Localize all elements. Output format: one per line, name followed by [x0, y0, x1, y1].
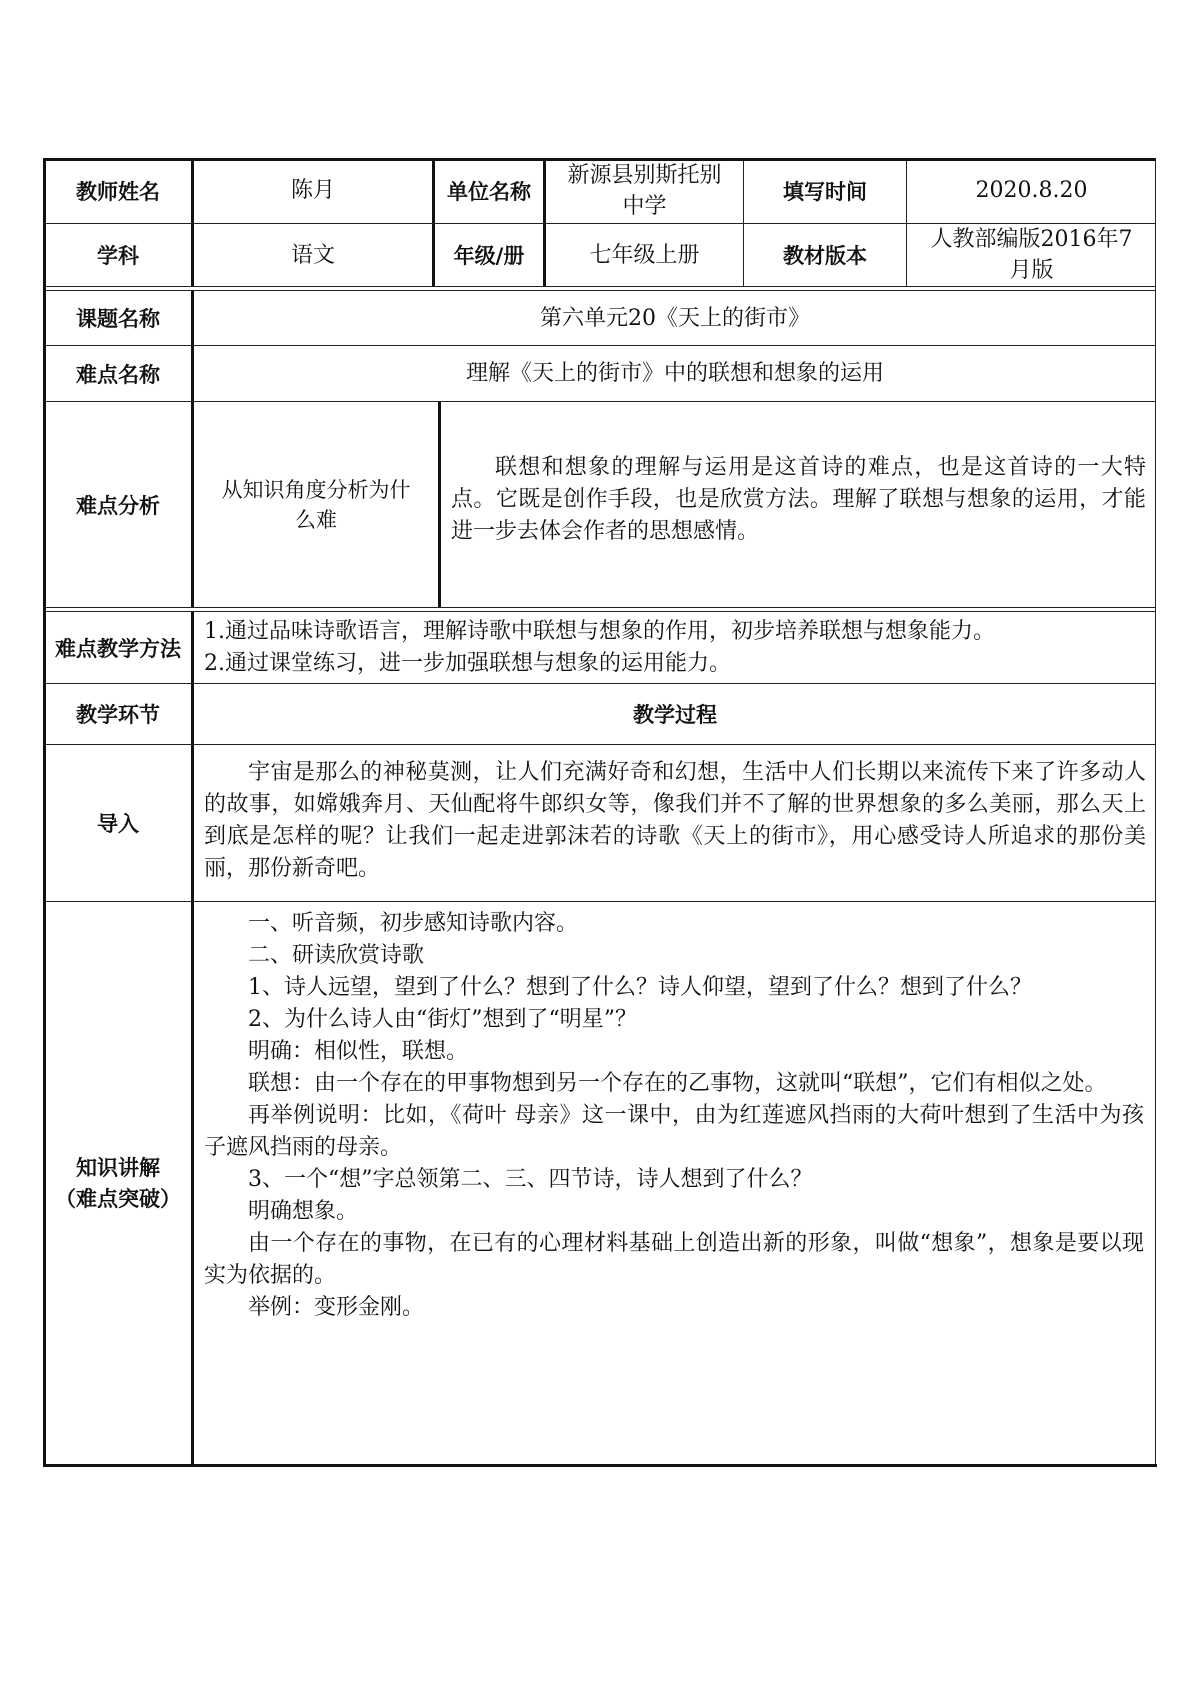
knowledge-line: 3、一个“想”字总领第二、三、四节诗，诗人想到了什么？ — [248, 1167, 813, 1192]
knowledge-line: 再举例说明：比如，《荷叶 母亲》这一课中，由为红莲遮风挡雨的大荷叶想到了生活中为孩子遮风挡雨的母亲。 — [204, 1103, 1144, 1160]
analysis-text: 联想和想象的理解与运用是这首诗的难点，也是这首诗的一大特点。它既是创作手段，也是欣赏方法。理解了联想与想象的运用，才能进一步去体会作者的思想感情。 — [451, 455, 1146, 544]
intro-row — [43, 745, 1156, 902]
knowledge-label — [43, 902, 193, 1465]
analysis-label: 难点分析 — [76, 493, 160, 518]
teacher-value: 陈月 — [290, 178, 335, 203]
difficulty-label: 难点名称 — [76, 362, 160, 387]
method-label: 难点教学方法 — [55, 636, 181, 661]
knowledge-line: 由一个存在的事物，在已有的心理材料基础上创造出新的形象，叫做“想象”，想象是要以现实为依据的。 — [204, 1231, 1144, 1288]
table-frame-top — [43, 158, 1156, 161]
difficulty-row — [43, 346, 1156, 402]
knowledge-line: 联想：由一个存在的甲事物想到另一个存在的乙事物，这就叫“联想”，它们有相似之处。 — [248, 1071, 1107, 1096]
difficulty-value: 理解《天上的街市》中的联想和想象的运用 — [465, 361, 884, 386]
date-label: 填写时间 — [783, 179, 867, 204]
knowledge-line: 2、为什么诗人由“街灯”想到了“明星”？ — [248, 1007, 637, 1032]
knowledge-line: 一、听音频，初步感知诗歌内容。 — [248, 911, 579, 936]
method-row — [43, 612, 1156, 684]
analysis-row — [43, 402, 1156, 608]
knowledge-text-cell — [194, 902, 1156, 1465]
table-frame-bottom — [43, 1464, 1157, 1467]
method-cell — [194, 612, 1156, 683]
analysis-sub-label: 从知识角度分析为什么难 — [221, 477, 411, 532]
edition-label: 教材版本 — [783, 244, 867, 268]
process-label: 教学过程 — [633, 703, 717, 727]
intro-label: 导入 — [97, 812, 139, 836]
edition-value: 人教部编版2016年7月版 — [930, 227, 1133, 283]
knowledge-row — [43, 902, 1156, 1465]
knowledge-label-line-1: 知识讲解 — [76, 1155, 160, 1180]
knowledge-line: 明确：相似性，联想。 — [248, 1039, 469, 1064]
knowledge-line: 1、诗人远望，望到了什么？想到了什么？诗人仰望，望到了什么？想到了什么？ — [248, 975, 1032, 1000]
method-line-2: 2.通过课堂练习，进一步加强联想与想象的运用能力。 — [204, 650, 731, 676]
method-line-1: 1.通过品味诗歌语言，理解诗歌中联想与想象的作用，初步培养联想与想象能力。 — [204, 618, 995, 644]
grade-label: 年级/册 — [453, 244, 525, 268]
unit-value: 新源县别斯托别中学 — [567, 162, 722, 219]
knowledge-line: 明确想象。 — [248, 1199, 359, 1224]
header-row-1 — [43, 158, 1156, 224]
analysis-text-cell — [441, 402, 1156, 607]
knowledge-line: 二、研读欣赏诗歌 — [248, 943, 425, 968]
unit-label: 单位名称 — [447, 179, 531, 204]
intro-text: 宇宙是那么的神秘莫测，让人们充满好奇和幻想，生活中人们长期以来流传下来了许多动人的故事，如嫦娥奔月、天仙配将牛郎织女等，像我们并不了解的世界想象的多么美丽，那么天上到底是怎样的呢？让我们一起走进郭沫若的诗歌《天上的街市》，用心感受诗人所追求的那份美丽，那份新奇吧。 — [204, 760, 1146, 881]
topic-value: 第六单元20《天上的街市》 — [540, 305, 810, 331]
date-value: 2020.8.20 — [975, 178, 1088, 203]
stage-label: 教学环节 — [76, 703, 160, 727]
intro-text-cell — [194, 745, 1156, 901]
process-header-row — [43, 684, 1156, 745]
table-frame-right — [1155, 158, 1156, 1466]
grade-value: 七年级上册 — [589, 242, 700, 268]
knowledge-label-line-2: （难点突破） — [55, 1186, 181, 1211]
table-frame-left — [43, 158, 46, 1466]
knowledge-line: 举例：变形金刚。 — [248, 1295, 425, 1320]
teacher-label: 教师姓名 — [76, 179, 160, 204]
topic-label: 课题名称 — [76, 307, 160, 331]
subject-label: 学科 — [97, 244, 139, 268]
topic-row — [43, 291, 1156, 346]
header-row-2 — [43, 224, 1156, 287]
subject-value: 语文 — [290, 242, 335, 268]
